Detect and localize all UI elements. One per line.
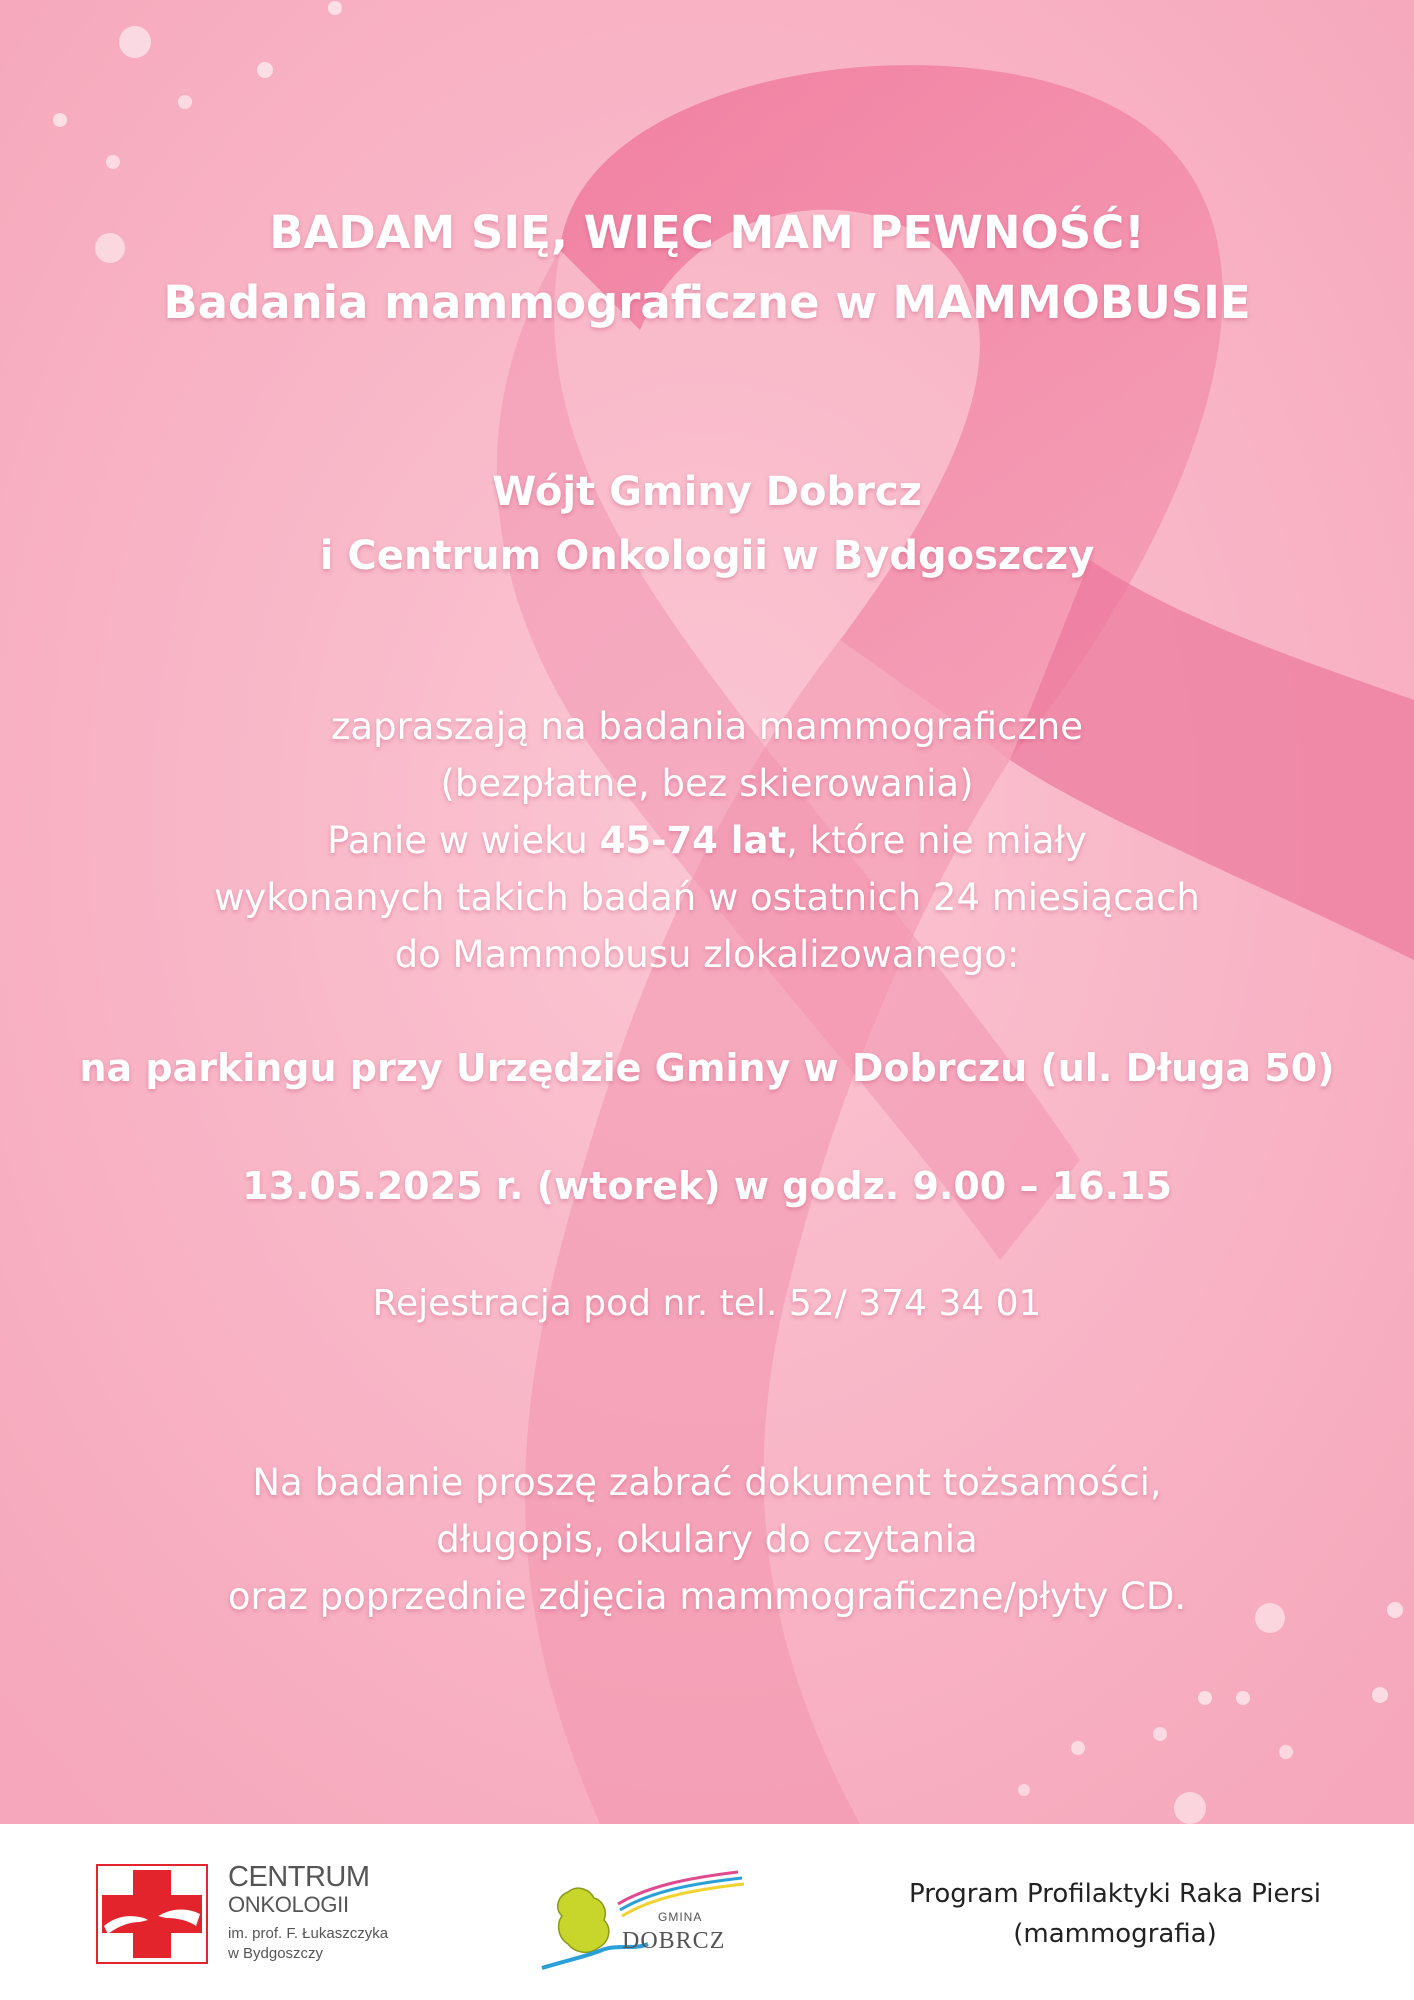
program-line-2: (mammografia): [1013, 1919, 1217, 1949]
location: na parkingu przy Urzędzie Gminy w Dobrczu (ul. Długa 50): [79, 1046, 1335, 1090]
organizers: [100, 460, 1314, 588]
bring-line-1: Na badanie proszę zabrać dokument tożsamości,: [252, 1461, 1162, 1504]
invitation-line-3-post: , które nie miały: [786, 819, 1087, 862]
invitation-line-1: zapraszają na badania mammograficzne: [330, 705, 1083, 748]
gmina-label: GMINA: [658, 1910, 703, 1924]
red-cross-hands-logo: [96, 1864, 208, 1964]
invitation-line-3: [80, 812, 1334, 869]
program-line-1: Program Profilaktyki Raka Piersi: [909, 1879, 1321, 1909]
invitation-line-4: wykonanych takich badań w ostatnich 24 miesiącach: [214, 876, 1200, 919]
registration-phone: Rejestracja pod nr. tel. 52/ 374 34 01: [372, 1283, 1042, 1324]
program-name: [880, 1874, 1350, 1954]
invitation-text: [80, 698, 1334, 983]
poster-title: [60, 198, 1354, 338]
organizer-line-2: i Centrum Onkologii w Bydgoszczy: [319, 533, 1095, 579]
centrum-line-1: CENTRUM: [228, 1861, 370, 1893]
centrum-line-4: w Bydgoszczy: [228, 1945, 324, 1962]
event-date: 13.05.2025 r. (wtorek) w godz. 9.00 – 16.15: [242, 1164, 1172, 1208]
age-range: 45-74 lat: [599, 819, 787, 862]
bring-line-3: oraz poprzednie zdjęcia mammograficzne/płyty CD.: [227, 1575, 1187, 1618]
invitation-line-3-pre: Panie w wieku: [327, 819, 600, 862]
centrum-onkologii-text: [228, 1862, 388, 1963]
organizer-line-1: Wójt Gminy Dobrcz: [492, 469, 922, 515]
title-line-1: BADAM SIĘ, WIĘC MAM PEWNOŚĆ!: [269, 206, 1145, 259]
title-line-2: Badania mammograficzne w MAMMOBUSIE: [163, 276, 1251, 329]
bring-line-2: długopis, okulary do czytania: [436, 1518, 978, 1561]
dobrcz-label: DOBRCZ: [622, 1928, 726, 1954]
invitation-line-5: do Mammobusu zlokalizowanego:: [394, 933, 1020, 976]
footer: [0, 1824, 1414, 2000]
centrum-line-2: ONKOLOGII: [228, 1892, 349, 1917]
what-to-bring: [80, 1454, 1334, 1625]
invitation-line-2: (bezpłatne, bez skierowania): [440, 762, 974, 805]
centrum-line-3: im. prof. F. Łukaszczyka: [228, 1925, 389, 1942]
